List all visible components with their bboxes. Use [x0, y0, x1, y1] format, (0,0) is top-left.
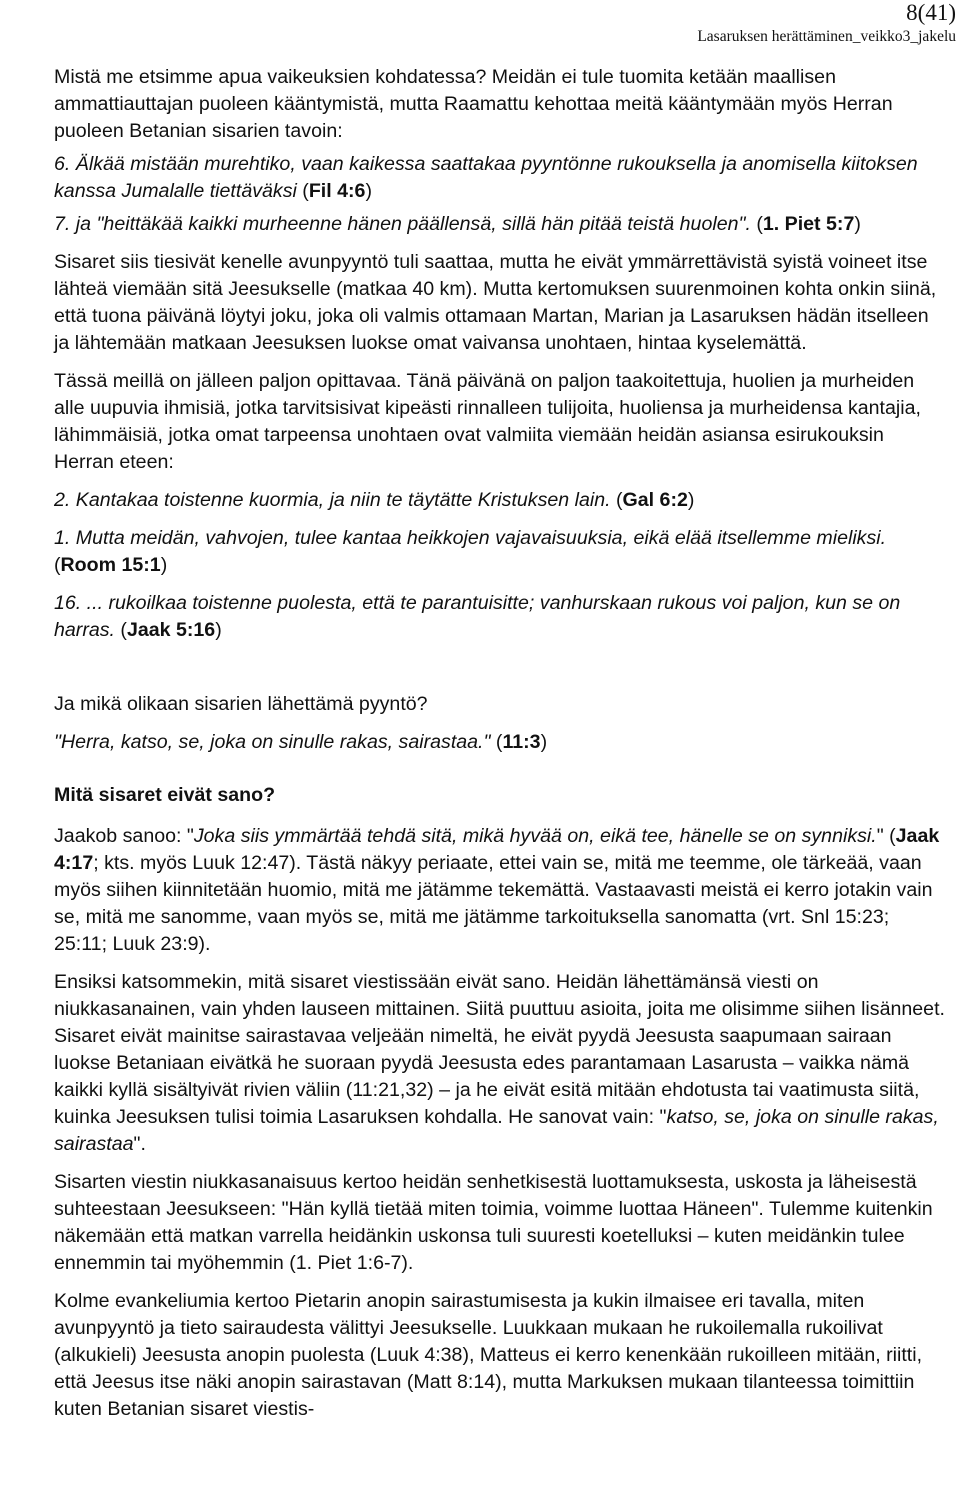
- spacer: [54, 655, 947, 691]
- text-part: ".: [133, 1133, 146, 1155]
- quote-inline: Joka siis ymmärtää tehdä sitä, mikä hyvää on, eikä tee, hänelle se on synniksi.: [193, 825, 877, 847]
- verse-reference: 1. Piet 5:7: [762, 213, 855, 235]
- verse-text: 16. ... rukoilkaa toistenne puolesta, että te parantuisitte; vanhurskaan rukous voi paljon, kun se on harras.: [54, 592, 901, 641]
- quote-ref-close: ): [540, 731, 548, 753]
- text-part: Jaakob sanoo: ": [54, 825, 194, 847]
- verse-piet: [54, 211, 947, 238]
- verse-ref-close: ): [215, 619, 222, 641]
- verse-ref-close: ): [160, 554, 168, 576]
- question-line: Ja mikä olikaan sisarien lähettämä pyyntö?: [54, 693, 428, 715]
- paragraph-sisters: Sisaret siis tiesivät kenelle avunpyyntö tuli saattaa, mutta he eivät ymmärrettävistä syistä voineet itse lähteä viemään sitä Jeesukselle (matkaa 40 km). Mutta kertomuksen suurenmoinen kohta onkin siinä, että tuona päivänä löytyi joku, joka oli valmis ottamaan Martan, Marian ja Lasaruksen hädän itselleen ja lähtemään matkaan Jeesuksen luokse omat vaivansa unohtaen, hintaa kyselemättä.: [54, 251, 937, 354]
- quote-inline: katso, se, joka on sinulle rakas, sairastaa: [54, 1106, 939, 1155]
- verse-ref-close: ): [365, 180, 372, 202]
- verse-text: 1. Mutta meidän, vahvojen, tulee kantaa heikkojen vajavaisuuksia, eikä elää itsellemme mieliksi.: [54, 527, 887, 549]
- verse-room: [54, 525, 947, 579]
- text-part: " (: [876, 825, 896, 847]
- quote-reference: 11:3: [502, 731, 541, 753]
- verse-gal: [54, 487, 947, 514]
- verse-ref-close: ): [854, 213, 861, 235]
- document-body: [54, 64, 947, 1434]
- verse-text: 7. ja "heittäkää kaikki murheenne hänen päällensä, sillä hän pitää teistä huolen".: [54, 213, 751, 235]
- verse-text: 2. Kantakaa toistenne kuormia, ja niin te täytätte Kristuksen lain.: [54, 489, 611, 511]
- paragraph-intro: Mistä me etsimme apua vaikeuksien kohdatessa? Meidän ei tule tuomita ketään maallisen ammattiauttajan puoleen kääntymistä, mutta Raamattu kehottaa meitä kääntymään myös Herran puoleen Betanian sisarien tavoin:: [54, 66, 893, 142]
- verse-jaak: [54, 590, 947, 644]
- quote-line: [54, 729, 947, 756]
- paragraph-gospels: Kolme evankeliumia kertoo Pietarin anopin sairastumisesta ja kukin ilmaisee eri tavalla, miten avunpyyntö ja tieto sairaudesta välittyi Jeesukselle. Luukkaan mukaan he rukoilemalla rukoilivat (alkukieli) Jeesusta anopin puolesta (Luuk 4:38), Matteus ei kerro kenenkään rukoilleen mitään, riitti, että Jeesus itse näki anopin sairastavan (Matt 8:14), mutta Markuksen mukaan tilanteessa toimittiin kuten Betanian sisaret viestis-: [54, 1290, 923, 1420]
- paragraph-jaakob: [54, 823, 947, 958]
- verse-ref-close: ): [687, 489, 695, 511]
- verse-fil: [54, 151, 947, 205]
- verse-ref-open: (: [296, 180, 309, 202]
- verse-ref-open: (: [114, 619, 127, 641]
- verse-reference: Fil 4:6: [308, 180, 366, 202]
- text-part: ; kts. myös Luuk 12:47). Tästä näkyy periaate, ettei vain se, mitä me teemme, ole tärkeää, vaan myös siihen kiinnitetään huomio, mitä me jätämme tekemättä. Vastaavasti meistä ei kerro jotakin vain se, mitä me sanomme, vaan myös se, mitä me jätämme tarkoituksella sanomatta (vrt. Snl 15:23; 25:11; Luuk 23:9).: [54, 852, 933, 955]
- verse-ref-open: (: [54, 554, 61, 576]
- verse-ref-open: (: [610, 489, 623, 511]
- paragraph-message: [54, 969, 947, 1158]
- verse-reference: Gal 6:2: [622, 489, 688, 511]
- paragraph-trust: Sisarten viestin niukkasanaisuus kertoo heidän senhetkisestä luottamuksesta, uskosta ja läheisestä suhteestaan Jeesukseen: "Hän kyllä tietää miten toimia, voimme luottaa Häneen". Tulemme kuitenkin näkemään että matkan varrella heidänkin uskonsa tuli suuresti koetelluksi – kuten meidänkin tulee ennemmin tai myöhemmin (1. Piet 1:6-7).: [54, 1171, 933, 1274]
- quote-text: "Herra, katso, se, joka on sinulle rakas, sairastaa.": [54, 731, 491, 753]
- page-header: [697, 0, 956, 46]
- paragraph-lesson: Tässä meillä on jälleen paljon opittavaa. Tänä päivänä on paljon taakoitettuja, huolien ja murheiden alle uupuvia ihmisiä, jotka tarvitsisivat kipeästi rinnalleen tulijoita, huoliensa ja murheidensa kantajia, lähimmäisiä, jotka omat tarpeensa unohtaen ovat valmiita viemään heidän asiansa esirukouksin Herran eteen:: [54, 370, 921, 473]
- verse-text: 6. Älkää mistään murehtiko, vaan kaikessa saattakaa pyyntönne rukouksella ja anomisella kiitoksen kanssa Jumalalle tiettäväksi: [54, 153, 918, 202]
- quote-ref-open: (: [490, 731, 503, 753]
- verse-reference: Room 15:1: [60, 554, 161, 576]
- document-name: Lasaruksen herättäminen_veikko3_jakelu: [697, 28, 956, 45]
- section-heading: Mitä sisaret eivät sano?: [54, 784, 276, 806]
- page-number: 8(41): [906, 0, 956, 25]
- reference-inline: Jaak 4:17: [54, 825, 940, 874]
- verse-reference: Jaak 5:16: [126, 619, 216, 641]
- verse-ref-open: (: [750, 213, 763, 235]
- text-part: Ensiksi katsommekin, mitä sisaret viestissään eivät sano. Heidän lähettämänsä viesti on niukkasanainen, vain yhden lauseen mittainen. Siitä puuttuu asioita, joita me olisimme siihen lisänneet. Sisaret eivät mainitse sairastavaa veljeään nimeltä, he eivät pyydä Jeesusta saapumaan sairaan luokse Betaniaan eivätkä he suoraan pyydä Jeesusta edes parantamaan Lasarusta – vaikka nämä kaikki kyllä sisältyivät rivien väliin (11:21,32) – ja he eivät esitä mitään ehdotusta tai vaatimusta siitä, kuinka Jeesuksen tulisi toimia Lasaruksen kohdalla. He sanovat vain: ": [54, 971, 945, 1128]
